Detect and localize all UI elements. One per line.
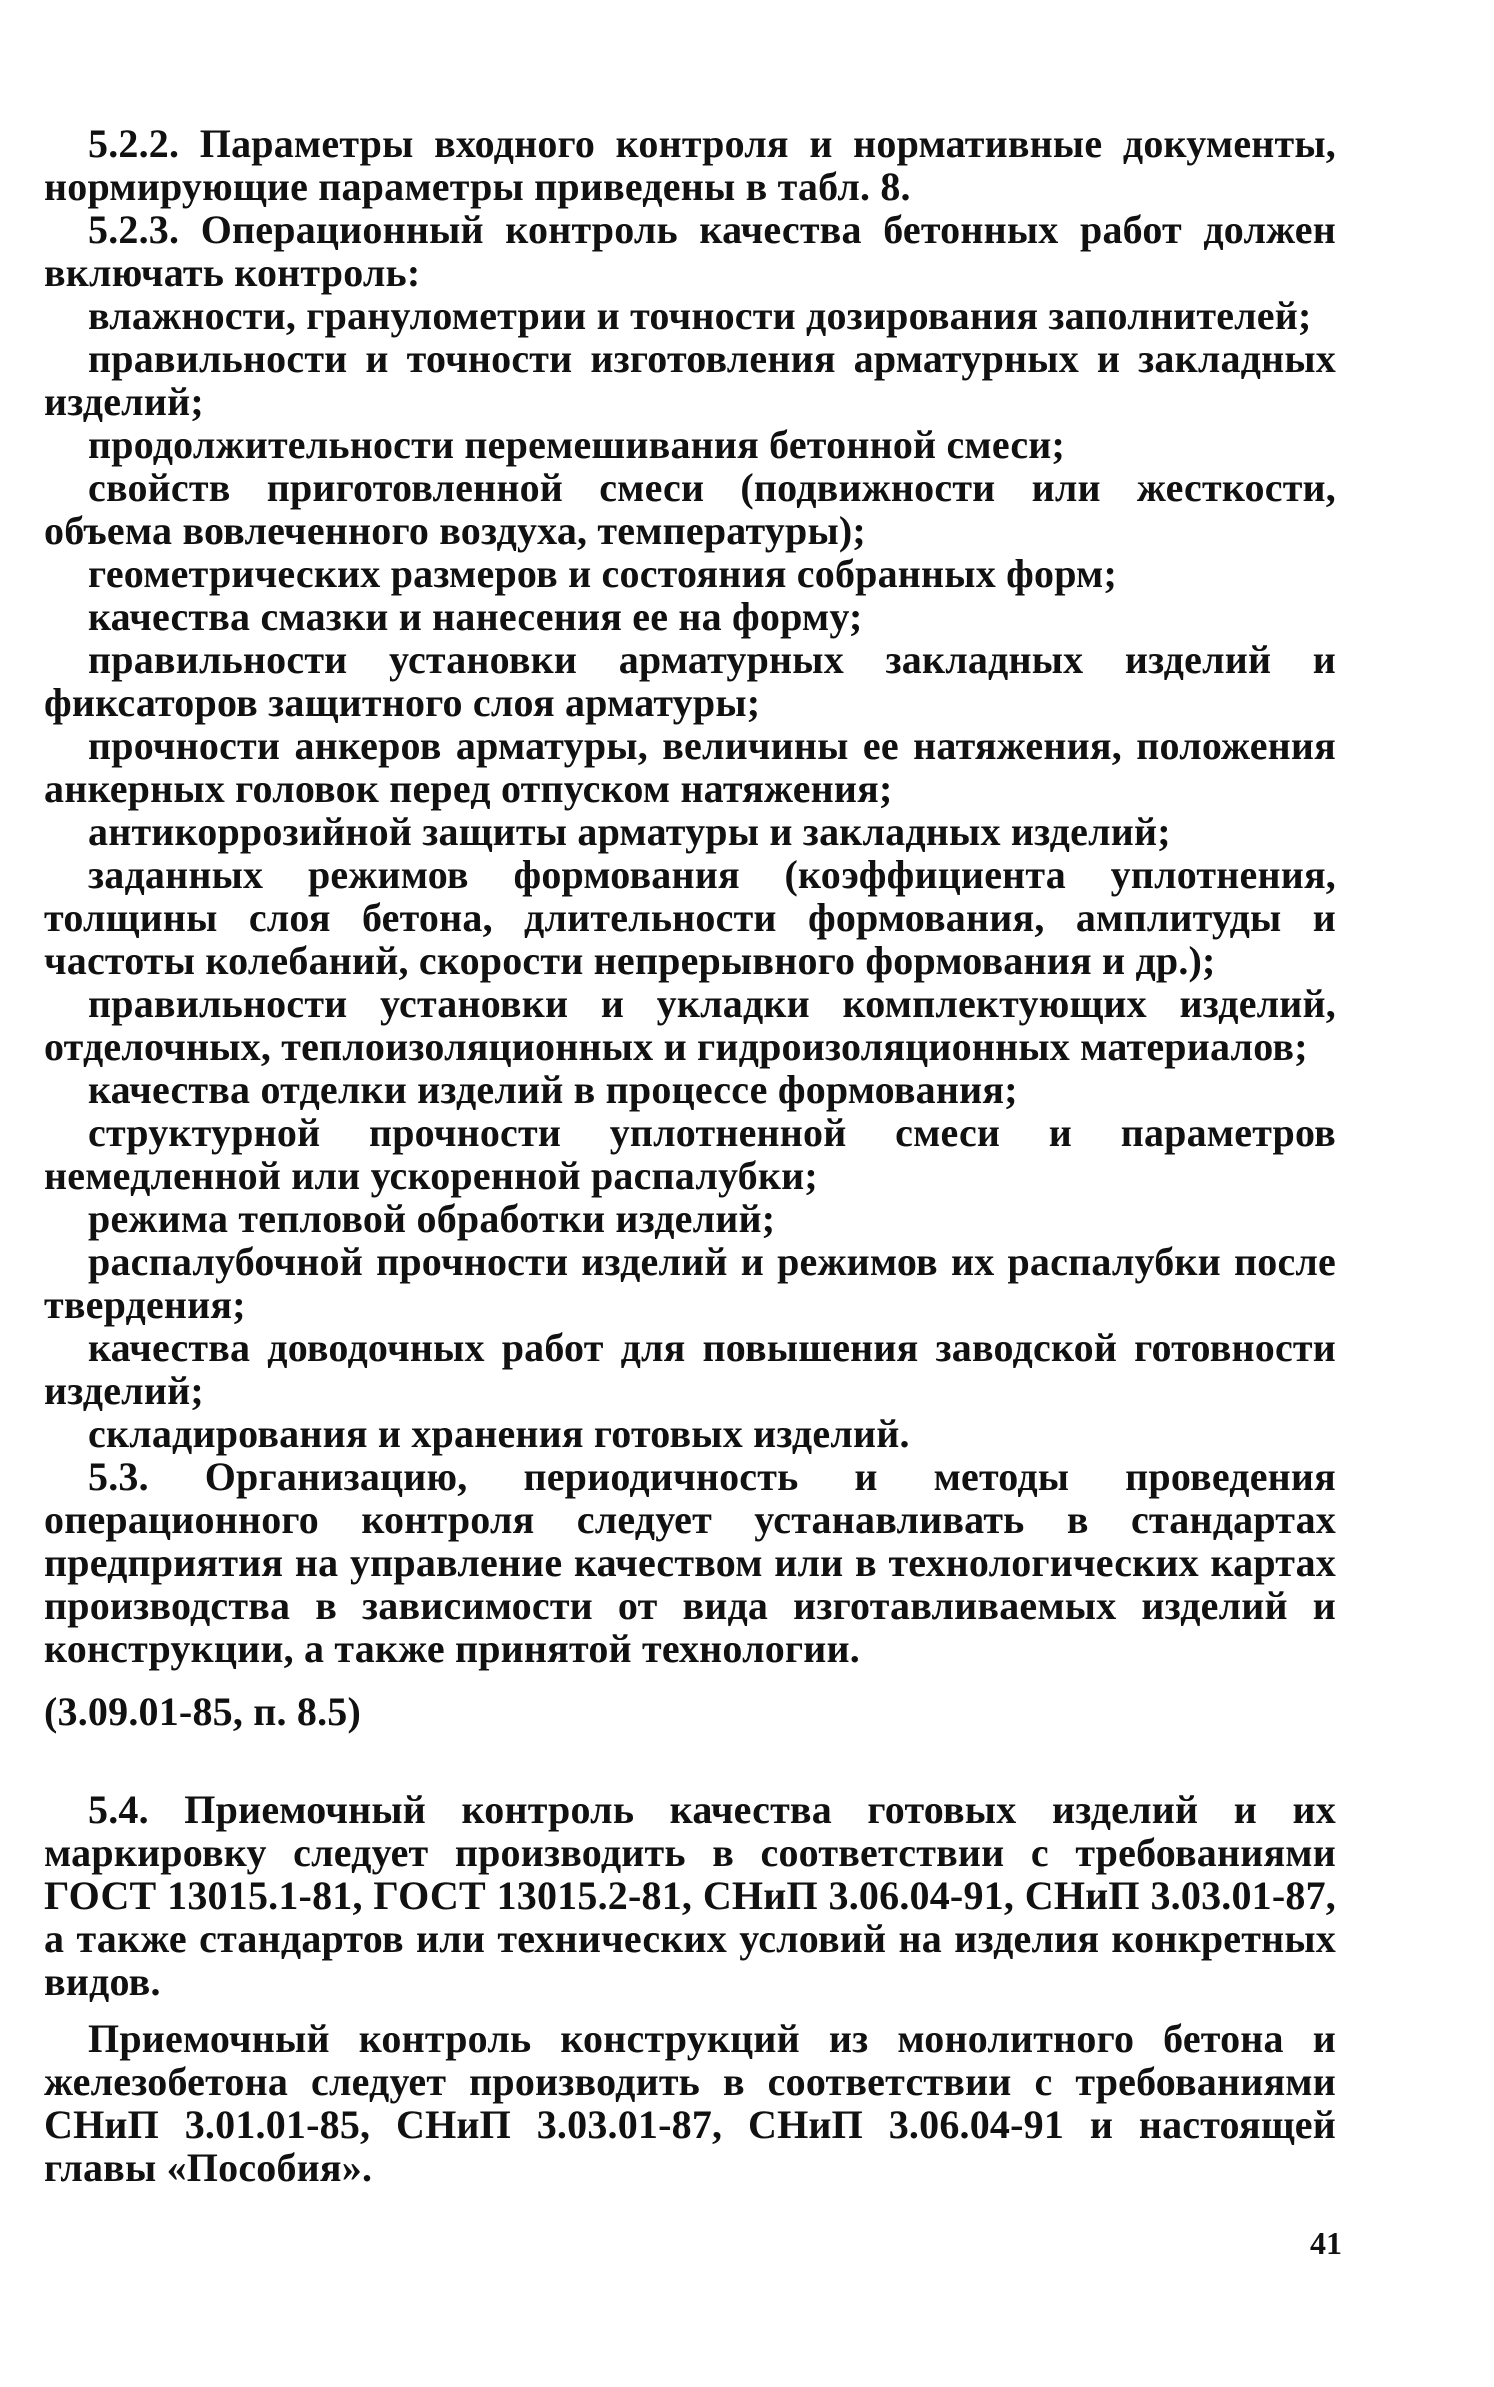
list-item: структурной прочности уплотненной смеси и параметров немедленной или ускоренной распалубки; xyxy=(44,1110,1336,1198)
list-item: прочности анкеров арматуры, величины ее натяжения, положения анкерных головок перед отпуском натяжения; xyxy=(44,723,1336,811)
list-item: антикоррозийной защиты арматуры и закладных изделий; xyxy=(88,809,1171,854)
list-item: качества доводочных работ для повышения заводской готовности изделий; xyxy=(44,1325,1336,1413)
list-item: геометрических размеров и состояния собранных форм; xyxy=(88,551,1118,596)
list-item: правильности установки и укладки комплектующих изделий, отделочных, теплоизоляционных и гидроизоляционных материалов; xyxy=(44,981,1336,1069)
list-item: режима тепловой обработки изделий; xyxy=(88,1196,776,1241)
list-item: складирования и хранения готовых изделий. xyxy=(88,1411,910,1456)
document-page xyxy=(44,122,1336,2189)
page-number: 41 xyxy=(1310,2225,1342,2261)
paragraph-acceptance-monolithic: Приемочный контроль конструкций из монолитного бетона и железобетона следует производить в соответствии с требованиями СНиП 3.01.01-85, СНиП 3.03.01-87, СНиП 3.06.04-91 и настоящей главы «Пособия». xyxy=(44,2016,1336,2190)
list-item: свойств приготовленной смеси (подвижности или жесткости, объема вовлеченного воздуха, температуры); xyxy=(44,465,1336,553)
list-item: распалубочной прочности изделий и режимов их распалубки после твердения; xyxy=(44,1239,1336,1327)
list-item: правильности и точности изготовления арматурных и закладных изделий; xyxy=(44,336,1336,424)
reference-citation: (3.09.01-85, п. 8.5) xyxy=(44,1689,362,1734)
control-items-list xyxy=(44,294,1336,1455)
list-item: качества смазки и нанесения ее на форму; xyxy=(88,594,863,639)
list-item: заданных режимов формования (коэффициента уплотнения, толщины слоя бетона, длительности формования, амплитуды и частоты колебаний, скорости непрерывного формования и др.); xyxy=(44,852,1336,983)
paragraph-5-3: 5.3. Организацию, периодичность и методы проведения операционного контроля следует устанавливать в стандартах предприятия на управление качеством или в технологических картах производства в зависимости от вида изготавливаемых изделий и конструкции, а также принятой технологии. xyxy=(44,1454,1336,1671)
paragraph-5-2-3: 5.2.3. Операционный контроль качества бетонных работ должен включать контроль: xyxy=(44,207,1336,295)
list-item: влажности, гранулометрии и точности дозирования заполнителей; xyxy=(88,293,1312,338)
list-item: правильности установки арматурных закладных изделий и фиксаторов защитного слоя арматуры; xyxy=(44,637,1336,725)
list-item: качества отделки изделий в процессе формования; xyxy=(88,1067,1018,1112)
list-item: продолжительности перемешивания бетонной смеси; xyxy=(88,422,1066,467)
paragraph-5-2-2: 5.2.2. Параметры входного контроля и нормативные документы, нормирующие параметры приведены в табл. 8. xyxy=(44,121,1336,209)
paragraph-5-4: 5.4. Приемочный контроль качества готовых изделий и их маркировку следует производить в соответствии с требованиями ГОСТ 13015.1-81, ГОСТ 13015.2-81, СНиП 3.06.04-91, СНиП 3.03.01-87, а также стандартов или технических условий на изделия конкретных видов. xyxy=(44,1787,1336,2004)
